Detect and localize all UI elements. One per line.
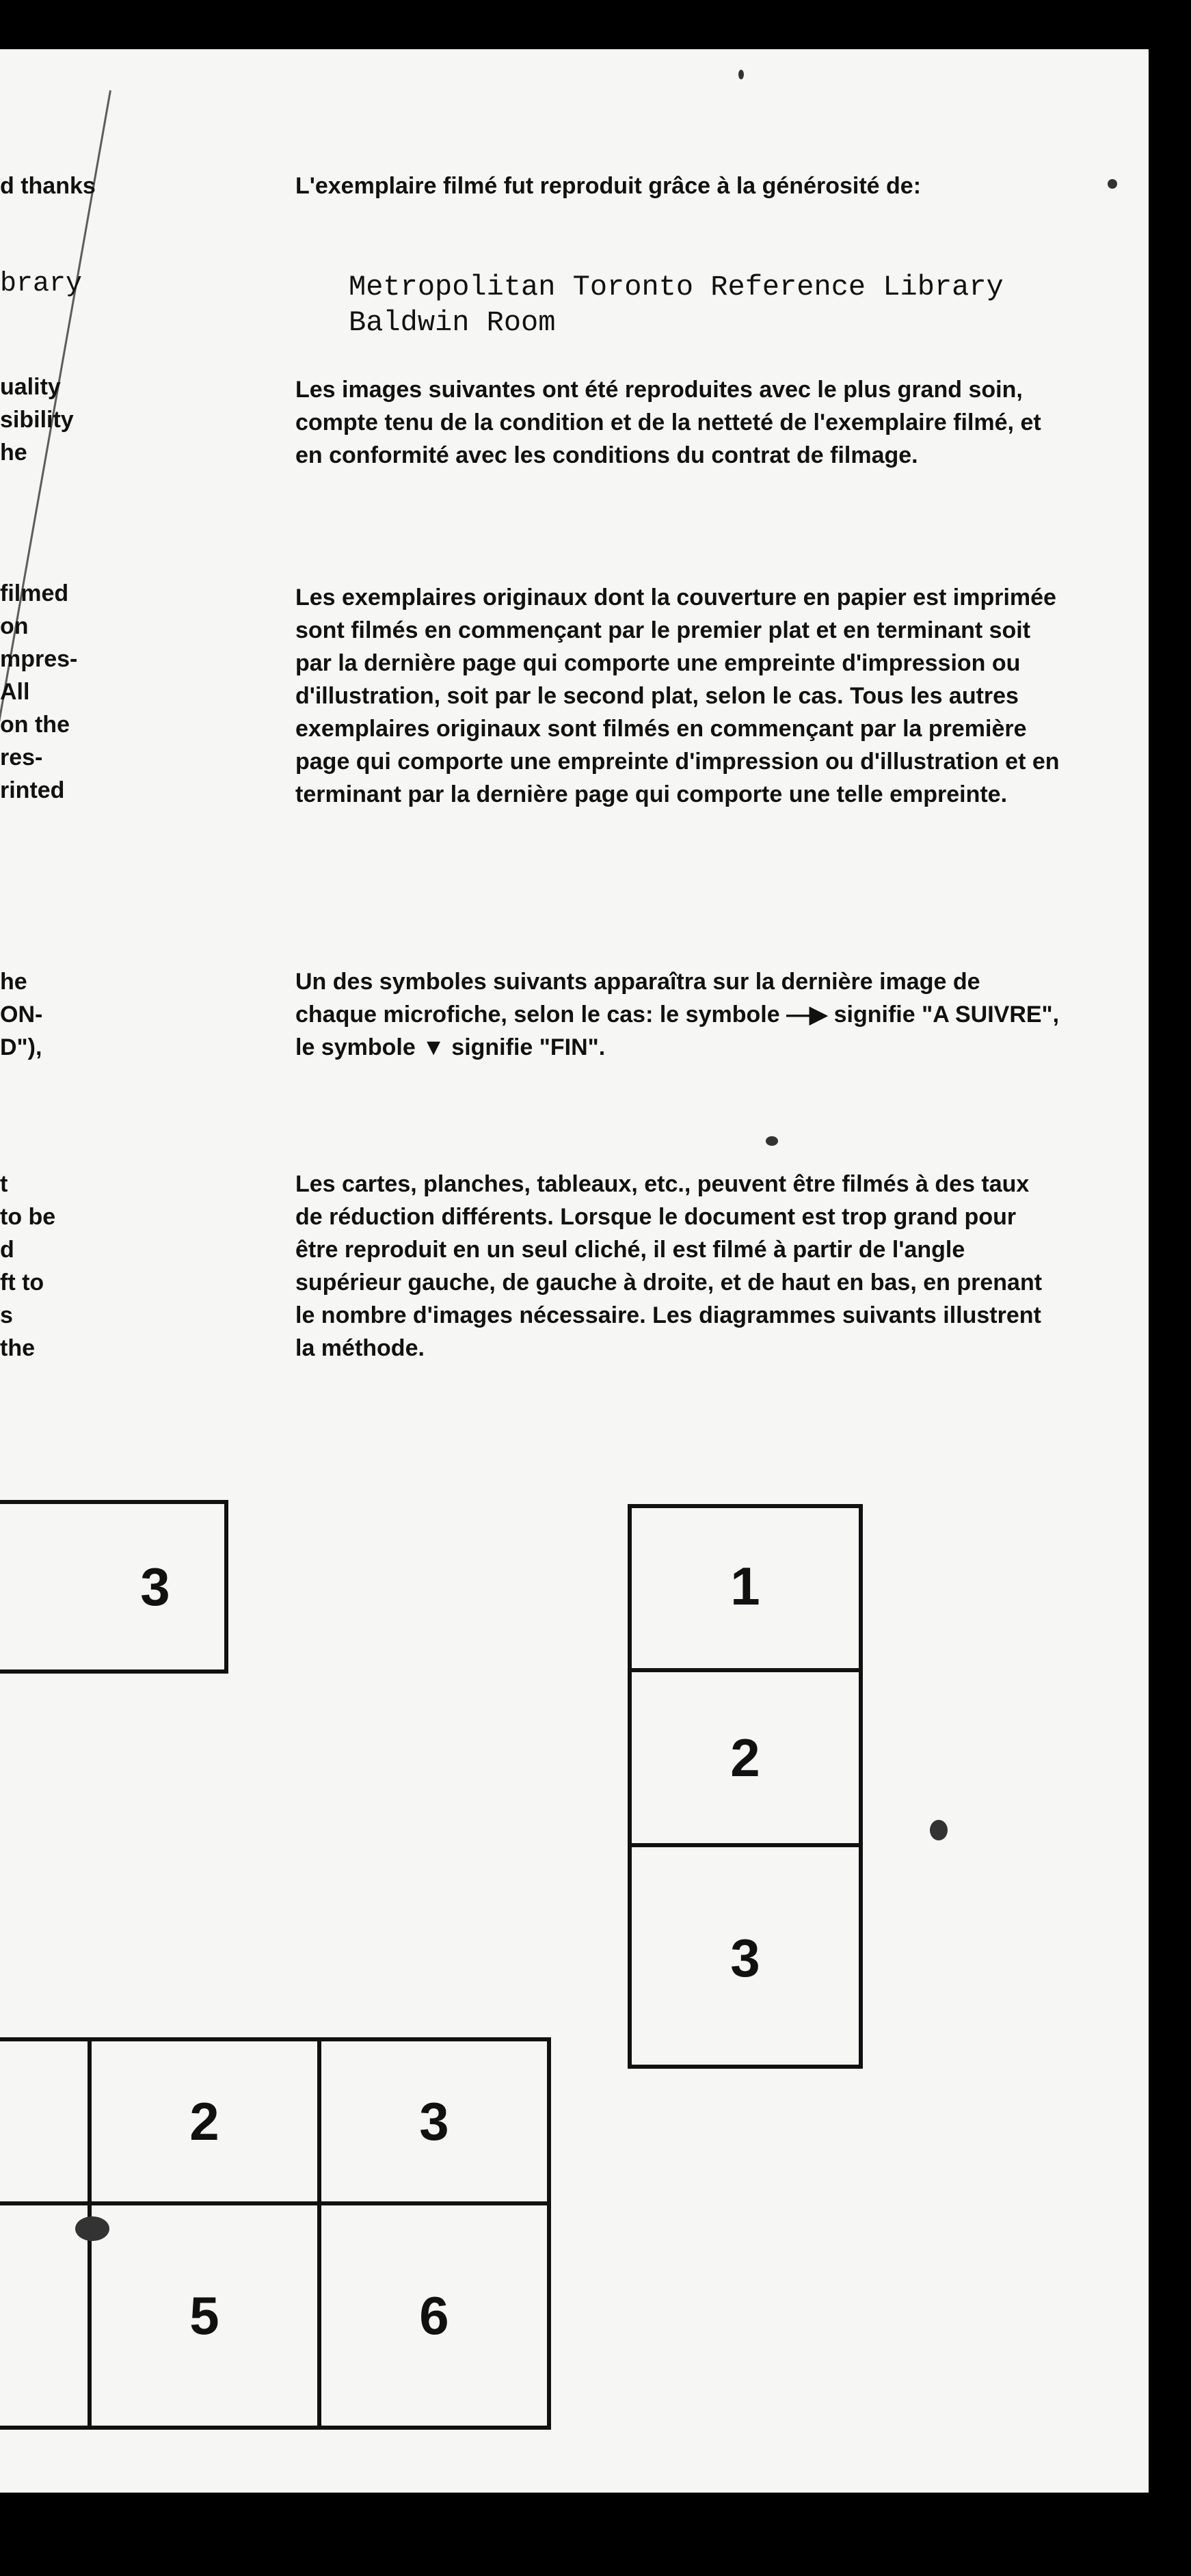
- left-fragment: the: [0, 1335, 35, 1361]
- diagram-number: 3: [419, 2091, 449, 2151]
- left-fragment: rinted: [0, 777, 65, 803]
- library-room: Baldwin Room: [349, 306, 556, 339]
- left-fragment: All: [0, 679, 30, 705]
- left-fragment: t: [0, 1171, 8, 1197]
- left-fragment: d: [0, 1237, 14, 1263]
- left-fragment: mpres-: [0, 646, 78, 672]
- left-fragment: s: [0, 1302, 13, 1328]
- left-fragment: sibility: [0, 407, 74, 433]
- left-fragment: he: [0, 969, 27, 995]
- diagram-number: 6: [419, 2285, 449, 2346]
- left-fragment: he: [0, 440, 27, 466]
- paragraph-image-quality: Les images suivantes ont été reproduites avec le plus grand soin, compte tenu de la condition et de la netteté de l'exemplaire filmé, et en conformité avec les conditions du contrat de filmage.: [295, 377, 1041, 468]
- paragraph-filming-order: Les exemplaires originaux dont la couverture en papier est imprimée sont filmés en commençant par le premier plat et en terminant soit par la dernière page qui comporte une empreinte d'impression ou d'illustration, soit par le second plat, selon le cas. Tous les autres exemplaires originaux sont filmés en commençant par la première page qui comporte une empreinte d'impression ou d'illustration et en terminant par la dernière page qui comporte une telle empreinte.: [295, 585, 1060, 807]
- diagram-number: 5: [189, 2285, 219, 2346]
- scan-speck: [930, 1820, 948, 1840]
- diagram-number: 2: [189, 2091, 219, 2151]
- diagram-number: 1: [730, 1555, 760, 1616]
- diagram-number: 2: [730, 1727, 760, 1788]
- left-fragment: uality: [0, 374, 61, 400]
- left-fragment: to be: [0, 1204, 56, 1230]
- left-fragment: D"),: [0, 1034, 42, 1060]
- left-fragment: ON-: [0, 1002, 43, 1028]
- diagram-number: 3: [730, 1927, 760, 1988]
- diagram-single-box: [0, 1500, 228, 1674]
- paragraph-maps-method: Les cartes, planches, tableaux, etc., peuvent être filmés à des taux de réduction différents. Lorsque le document est trop grand pour être reproduit en un seul cliché, il est filmé à partir de l'angle supérieur gauche, de gauche à droite, et de haut en bas, en prenant le nombre d'images nécessaire. Les diagrammes suivants illustrent la méthode.: [295, 1171, 1043, 1361]
- left-fragment: d thanks: [0, 173, 96, 199]
- scanned-page: [0, 49, 1149, 2493]
- left-fragment: res-: [0, 744, 43, 770]
- intro-text: L'exemplaire filmé fut reproduit grâce à la générosité de:: [295, 173, 922, 199]
- paragraph-symbols: Un des symboles suivants apparaîtra sur la dernière image de chaque microfiche, selon le cas: le symbole —▶ signifie "A SUIVRE", le symbole ▼ signifie "FIN".: [295, 969, 1060, 1060]
- scan-speck: [1108, 179, 1117, 189]
- left-fragment: brary: [0, 269, 83, 299]
- left-fragment: on the: [0, 712, 70, 738]
- left-fragment: filmed: [0, 580, 69, 606]
- scan-speck: [75, 2216, 109, 2241]
- left-fragment: on: [0, 613, 29, 639]
- left-fragment: ft to: [0, 1270, 44, 1296]
- library-name: Metropolitan Toronto Reference Library: [349, 271, 1004, 304]
- diagram-number: 3: [140, 1556, 170, 1617]
- scan-speck: [738, 70, 744, 79]
- scan-speck: [766, 1136, 778, 1146]
